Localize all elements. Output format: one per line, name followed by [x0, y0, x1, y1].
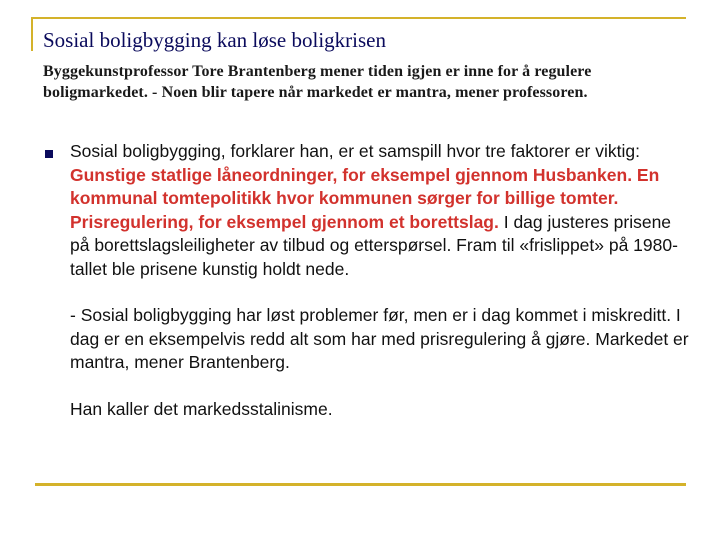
- paragraph-3: Han kaller det markedsstalinisme.: [70, 398, 333, 419]
- square-bullet-icon: [45, 150, 53, 158]
- frame-bottom-line: [35, 483, 686, 486]
- frame-left-line: [31, 17, 33, 51]
- paragraph-1-highlight: Gunstige statlige låneordninger, for eksempel gjennom Husbanken. En kommunal tomtepolitikk hvor kommunen sørger for billige tomter. Prisregulering, for eksempel gjennom et borettslag.: [70, 164, 660, 232]
- slide-title: Sosial boligbygging kan løse boligkrisen: [43, 28, 386, 52]
- paragraph-2: - Sosial boligbygging har løst problemer før, men er i dag kommet i miskreditt. I dag er en eksempelvis redd alt som har med prisregulering å gjøre. Markedet er mantra, mener Brantenberg.: [70, 305, 689, 372]
- slide-subtitle: Byggekunstprofessor Tore Brantenberg mener tiden igjen er inne for å regulere boligmarkedet. - Noen blir tapere når markedet er mantra, mener professoren.: [43, 63, 592, 101]
- paragraph-1-intro: Sosial boligbygging, forklarer han, er et samspill hvor tre faktorer er viktig:: [70, 141, 640, 161]
- body-text: [70, 140, 690, 421]
- paragraph-1-outro: I dag justeres prisene på borettslagsleiligheter av tilbud og etterspørsel. Fram til «frislippet» på 1980-tallet ble prisene kunstig holdt nede.: [70, 211, 678, 279]
- frame-top-line: [31, 17, 686, 19]
- paragraph-1: [70, 140, 690, 281]
